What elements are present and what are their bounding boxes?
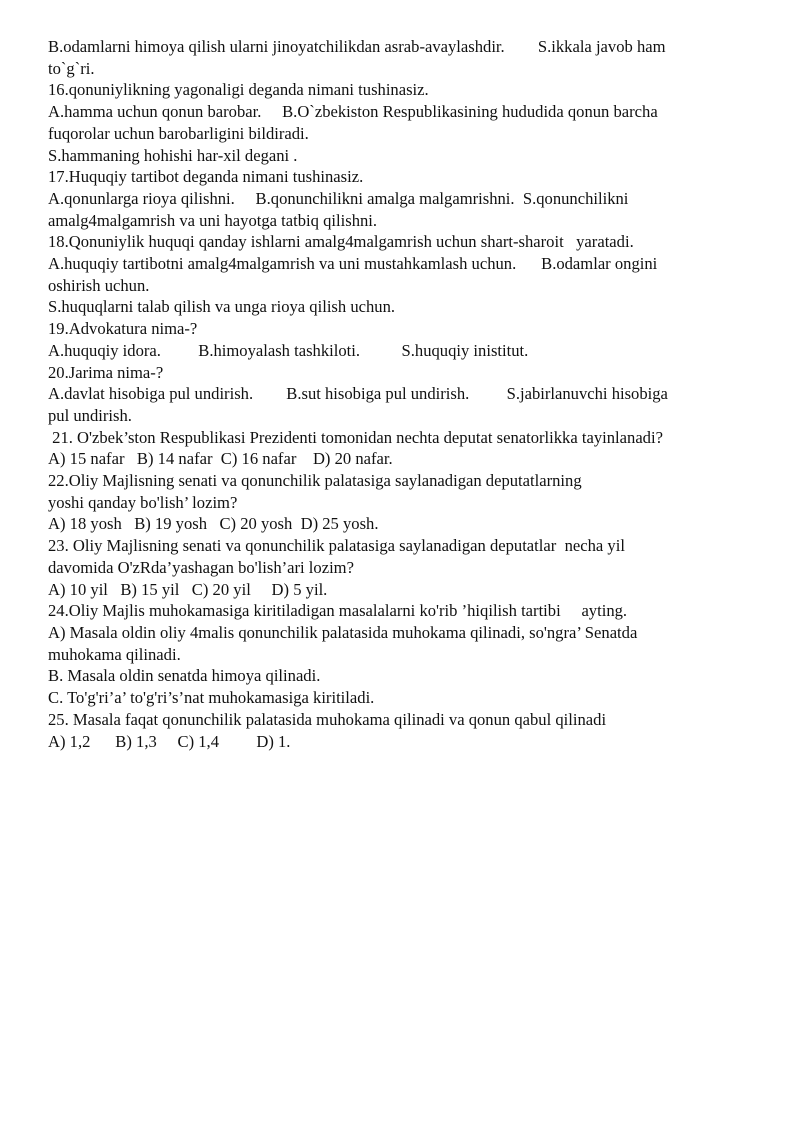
text-line: A.qonunlarga rioya qilishni. B.qonunchilikni amalga malgamrishni. S.qonunchilikni — [48, 188, 629, 208]
text-line: amalg4malgamrish va uni hayotga tatbiq qilishni. — [48, 210, 378, 230]
question-17: 17.Huquqiy tartibot deganda nimani tushinasiz. — [48, 167, 364, 187]
text-line: A.hamma uchun qonun barobar. B.O`zbekiston Respublikasining hududida qonun barcha — [48, 102, 658, 122]
text-line: A.davlat hisobiga pul undirish. B.sut hisobiga pul undirish. S.jabirlanuvchi hisobiga — [48, 384, 668, 404]
question-16: 16.qonuniylikning yagonaligi deganda nimani tushinasiz. — [48, 80, 429, 100]
text-line: pul undirish. — [48, 405, 132, 425]
question-18: 18.Qonuniylik huquqi qanday ishlarni amalg4malgamrish uchun shart-sharoit yaratadi. — [48, 232, 634, 252]
text-line: to`g`ri. — [48, 58, 95, 78]
text-line: A) 1,2 B) 1,3 C) 1,4 D) 1. — [48, 731, 291, 751]
text-line: B.odamlarni himoya qilish ularni jinoyatchilikdan asrab-avaylashdir. S.ikkala javob ham — [48, 37, 666, 56]
question-22: 22.Oliy Majlisning senati va qonunchilik palatasiga saylanadigan deputatlarning — [48, 471, 582, 491]
text-line: muhokama qilinadi. — [48, 644, 181, 664]
question-23: 23. Oliy Majlisning senati va qonunchilik palatasiga saylanadigan deputatlar necha yil — [48, 536, 625, 556]
question-20: 20.Jarima nima-? — [48, 362, 164, 382]
text-line: S.hammaning hohishi har-xil degani . — [48, 145, 298, 165]
text-line: yoshi qanday bo'lish’ lozim? — [48, 492, 238, 512]
text-line: A) Masala oldin oliy 4malis qonunchilik palatasida muhokama qilinadi, so'ngra’ Senatda — [48, 622, 638, 642]
question-19: 19.Advokatura nima-? — [48, 319, 198, 339]
text-line: A.huquqiy tartibotni amalg4malgamrish va uni mustahkamlash uchun. B.odamlar ongini — [48, 254, 658, 274]
question-21: 21. O'zbek’ston Respublikasi Prezidenti tomonidan nechta deputat senatorlikka tayinlanadi? — [48, 427, 663, 447]
text-line: A) 10 yil B) 15 yil C) 20 yil D) 5 yil. — [48, 579, 328, 599]
text-line: oshirish uchun. — [48, 275, 150, 295]
text-line: A.huquqiy idora. B.himoyalash tashkiloti. S.huquqiy inistitut. — [48, 340, 529, 360]
text-line: fuqorolar uchun barobarligini bildiradi. — [48, 123, 309, 143]
text-line: C. To'g'ri’a’ to'g'ri’s’nat muhokamasiga kiritiladi. — [48, 688, 375, 708]
text-line: A) 18 yosh B) 19 yosh C) 20 yosh D) 25 yosh. — [48, 514, 379, 534]
text-line: A) 15 nafar B) 14 nafar C) 16 nafar D) 20 nafar. — [48, 449, 393, 469]
text-line: B. Masala oldin senatda himoya qilinadi. — [48, 666, 321, 686]
text-line: S.huquqlarni talab qilish va unga rioya qilish uchun. — [48, 297, 396, 317]
question-25: 25. Masala faqat qonunchilik palatasida muhokama qilinadi va qonun qabul qilinadi — [48, 709, 607, 729]
question-24: 24.Oliy Majlis muhokamasiga kiritiladigan masalalarni ko'rib ’hiqilish tartibi ayting. — [48, 601, 628, 621]
text-line: davomida O'zRda’yashagan bo'lish’ari lozim? — [48, 557, 354, 577]
